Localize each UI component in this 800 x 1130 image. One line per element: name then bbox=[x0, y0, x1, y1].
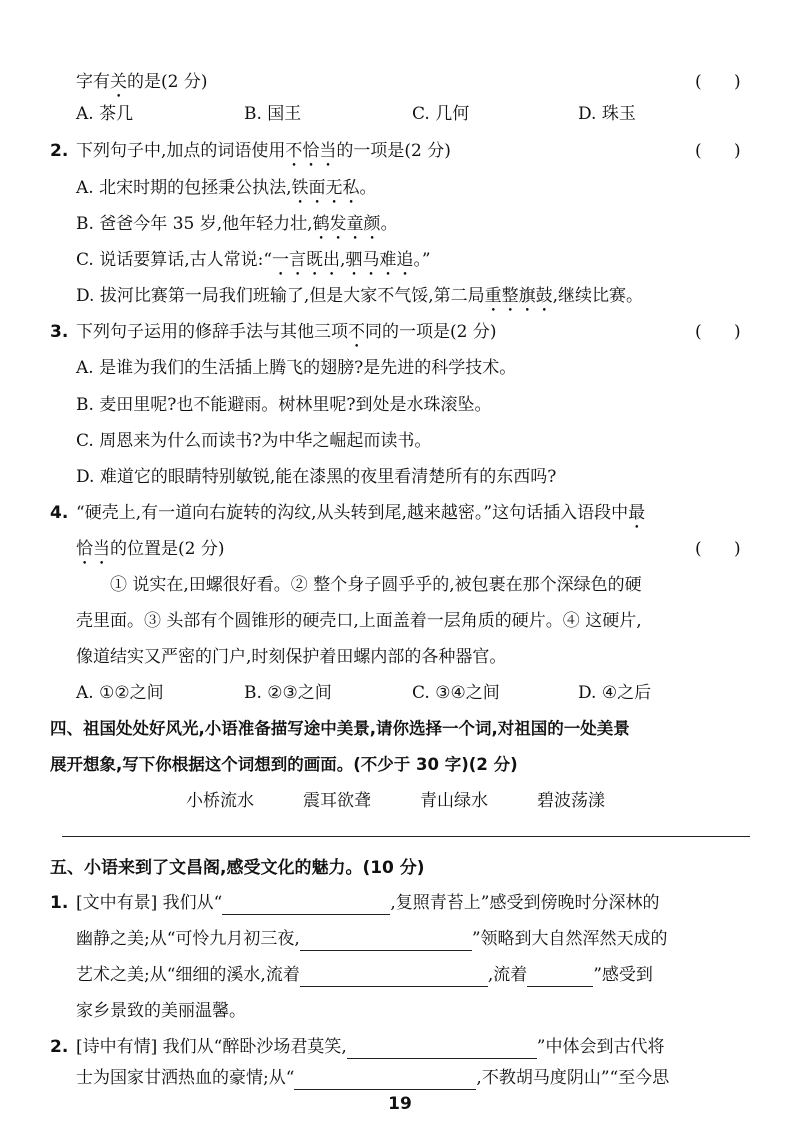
q4-passage-line3: 像道结实又严密的门户,时刻保护着田螺内部的各种器官。 bbox=[76, 647, 507, 667]
s5-q2-blank-2[interactable] bbox=[294, 1069, 476, 1090]
q3-option-d[interactable]: D. 难道它的眼睛特别敏锐,能在漆黑的夜里看清楚所有的东西吗? bbox=[76, 467, 557, 487]
q1-stem-tail: 字有关的是(2 分) bbox=[76, 72, 208, 92]
s5-q1-blank-2[interactable] bbox=[300, 930, 472, 951]
q3-answer-paren[interactable]: ( ) bbox=[695, 322, 741, 342]
section4-title-line2: 展开想象,写下你根据这个词想到的画面。(不少于 30 字)(2 分) bbox=[50, 755, 518, 774]
q4-passage-line1: ① 说实在,田螺很好看。② 整个身子圆乎乎的,被包裹在那个深绿色的硬 bbox=[110, 575, 642, 595]
q2-number: 2. bbox=[50, 141, 69, 161]
q1-option-a[interactable]: A. 茶几 bbox=[76, 104, 134, 124]
s5-q1-blank-3[interactable] bbox=[300, 966, 488, 987]
q1-option-b[interactable]: B. 国王 bbox=[244, 104, 302, 124]
q3-option-b[interactable]: B. 麦田里呢?也不能避雨。树林里呢?到处是水珠滚坠。 bbox=[76, 395, 492, 415]
q4-stem-line1: “硬壳上,有一道向右旋转的沟纹,从头转到尾,越来越密。”这句话插入语段中最 bbox=[76, 503, 646, 523]
q4-passage-line2: 壳里面。③ 头部有个圆锥形的硬壳口,上面盖着一层角质的硬片。④ 这硬片, bbox=[76, 611, 642, 631]
section4-word-1[interactable]: 小桥流水 bbox=[186, 791, 254, 811]
q4-option-a[interactable]: A. ①②之间 bbox=[76, 683, 164, 703]
q2-answer-paren[interactable]: ( ) bbox=[695, 141, 741, 161]
q4-stem-line2: 恰当的位置是(2 分) bbox=[76, 539, 225, 559]
q1-option-d[interactable]: D. 珠玉 bbox=[578, 104, 636, 124]
q2-option-d[interactable]: D. 拔河比赛第一局我们班输了,但是大家不气馁,第二局重整旗鼓,继续比赛。 bbox=[76, 286, 644, 306]
s5-q1-number: 1. bbox=[50, 893, 69, 913]
q2-option-c[interactable]: C. 说话要算话,古人常说:“一言既出,驷马难追。” bbox=[76, 250, 431, 270]
s5-q2-line1: [诗中有情] 我们从“醉卧沙场君莫笑, ”中体会到古代将 bbox=[76, 1037, 665, 1057]
section4-title-line1: 四、祖国处处好风光,小语准备描写途中美景,请你选择一个词,对祖国的一处美景 bbox=[50, 719, 630, 738]
s5-q1-line4: 家乡景致的美丽温馨。 bbox=[76, 1001, 246, 1021]
q3-option-a[interactable]: A. 是谁为我们的生活插上腾飞的翅膀?是先进的科学技术。 bbox=[76, 358, 517, 378]
q1-answer-paren[interactable]: ( ) bbox=[695, 72, 741, 92]
section5-title: 五、小语来到了文昌阁,感受文化的魅力。(10 分) bbox=[50, 858, 425, 878]
q3-stem: 下列句子运用的修辞手法与其他三项不同的一项是(2 分) bbox=[76, 322, 497, 342]
q2-stem: 下列句子中,加点的词语使用不恰当的一项是(2 分) bbox=[76, 141, 451, 161]
answer-line[interactable] bbox=[62, 836, 750, 837]
q3-number: 3. bbox=[50, 322, 69, 342]
q4-option-c[interactable]: C. ③④之间 bbox=[412, 683, 500, 703]
section4-word-3[interactable]: 青山绿水 bbox=[420, 791, 488, 811]
s5-q1-blank-1[interactable] bbox=[222, 894, 390, 915]
q1-option-c[interactable]: C. 几何 bbox=[412, 104, 470, 124]
s5-q1-line1: [文中有景] 我们从“ ,复照青苔上”感受到傍晚时分深林的 bbox=[76, 893, 660, 913]
q4-number: 4. bbox=[50, 503, 69, 523]
q3-option-c[interactable]: C. 周恩来为什么而读书?为中华之崛起而读书。 bbox=[76, 431, 432, 451]
s5-q2-number: 2. bbox=[50, 1037, 69, 1057]
s5-q1-blank-4[interactable] bbox=[527, 966, 593, 987]
s5-q2-line2: 士为国家甘洒热血的豪情;从“ ,不教胡马度阴山”“至今思 bbox=[76, 1068, 670, 1088]
s5-q1-line3: 艺术之美;从“细细的溪水,流着 ,流着 ”感受到 bbox=[76, 965, 653, 985]
q2-option-a[interactable]: A. 北宋时期的包拯秉公执法,铁面无私。 bbox=[76, 178, 377, 198]
s5-q1-line2: 幽静之美;从“可怜九月初三夜, ”领略到大自然浑然天成的 bbox=[76, 929, 668, 949]
s5-q2-blank-1[interactable] bbox=[347, 1038, 537, 1059]
section4-word-2[interactable]: 震耳欲聋 bbox=[303, 791, 371, 811]
q4-option-d[interactable]: D. ④之后 bbox=[578, 683, 652, 703]
q4-option-b[interactable]: B. ②③之间 bbox=[244, 683, 332, 703]
q4-answer-paren[interactable]: ( ) bbox=[695, 539, 741, 559]
q2-option-b[interactable]: B. 爸爸今年 35 岁,他年轻力壮,鹤发童颜。 bbox=[76, 214, 398, 234]
page-number: 19 bbox=[388, 1094, 412, 1114]
section4-word-4[interactable]: 碧波荡漾 bbox=[537, 791, 605, 811]
